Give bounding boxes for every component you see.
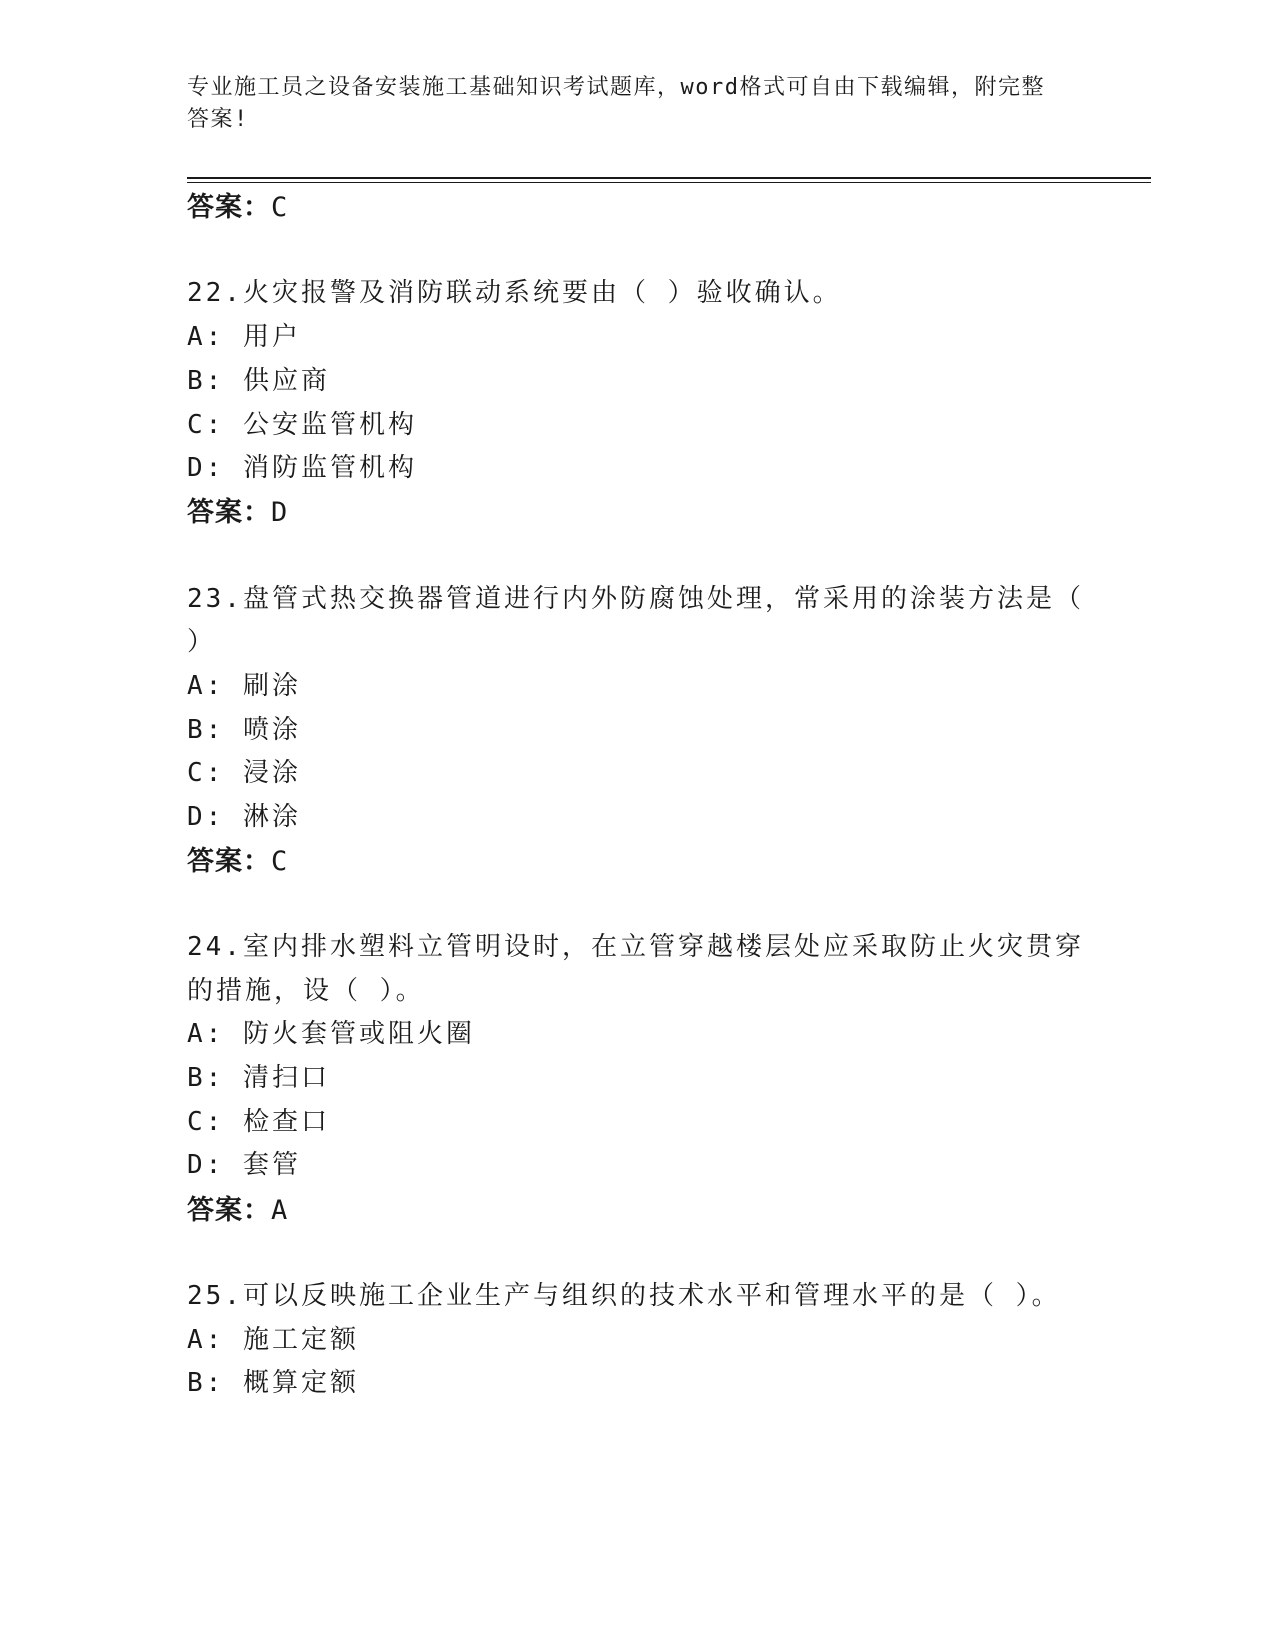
answer-line xyxy=(187,490,288,529)
option-c: C: 浸涂 xyxy=(187,758,301,788)
question-stem: 22.火灾报警及消防联动系统要由（ ）验收确认。 xyxy=(187,278,842,308)
question-stem: 24.室内排水塑料立管明设时，在立管穿越楼层处应采取防止火灾贯穿 xyxy=(187,932,1084,962)
header-divider-thin xyxy=(187,182,1151,183)
answer-label: 答案： xyxy=(187,1195,271,1226)
answer-label: 答案： xyxy=(187,846,271,877)
option-b: B: 清扫口 xyxy=(187,1063,330,1093)
option-c: C: 公安监管机构 xyxy=(187,410,417,440)
option-d: D: 套管 xyxy=(187,1150,301,1180)
option-a: A: 施工定额 xyxy=(187,1325,359,1355)
answer-line xyxy=(187,185,288,224)
answer-label: 答案： xyxy=(187,497,271,528)
option-d: D: 淋涂 xyxy=(187,802,301,832)
option-b: B: 供应商 xyxy=(187,366,330,396)
option-b: B: 喷涂 xyxy=(187,715,301,745)
option-b: B: 概算定额 xyxy=(187,1368,359,1398)
option-d: D: 消防监管机构 xyxy=(187,453,417,483)
document-header: 专业施工员之设备安装施工基础知识考试题库，word格式可自由下载编辑，附完整答案! xyxy=(187,75,1045,132)
question-stem-cont: ） xyxy=(187,627,217,657)
option-a: A: 刷涂 xyxy=(187,671,301,701)
option-a: A: 用户 xyxy=(187,322,301,352)
answer-value: A xyxy=(271,1195,289,1226)
answer-value: C xyxy=(271,192,289,223)
question-stem-cont: 的措施，设（ ）。 xyxy=(187,976,425,1006)
answer-line xyxy=(187,1188,288,1227)
question-stem: 23.盘管式热交换器管道进行内外防腐蚀处理，常采用的涂装方法是（ xyxy=(187,584,1084,614)
option-a: A: 防火套管或阻火圈 xyxy=(187,1019,475,1049)
answer-value: D xyxy=(271,497,289,528)
header-divider xyxy=(187,177,1151,179)
option-c: C: 检查口 xyxy=(187,1107,330,1137)
question-stem: 25.可以反映施工企业生产与组织的技术水平和管理水平的是（ ）。 xyxy=(187,1281,1061,1311)
answer-label: 答案： xyxy=(187,192,271,223)
answer-line xyxy=(187,839,288,878)
answer-value: C xyxy=(271,846,289,877)
